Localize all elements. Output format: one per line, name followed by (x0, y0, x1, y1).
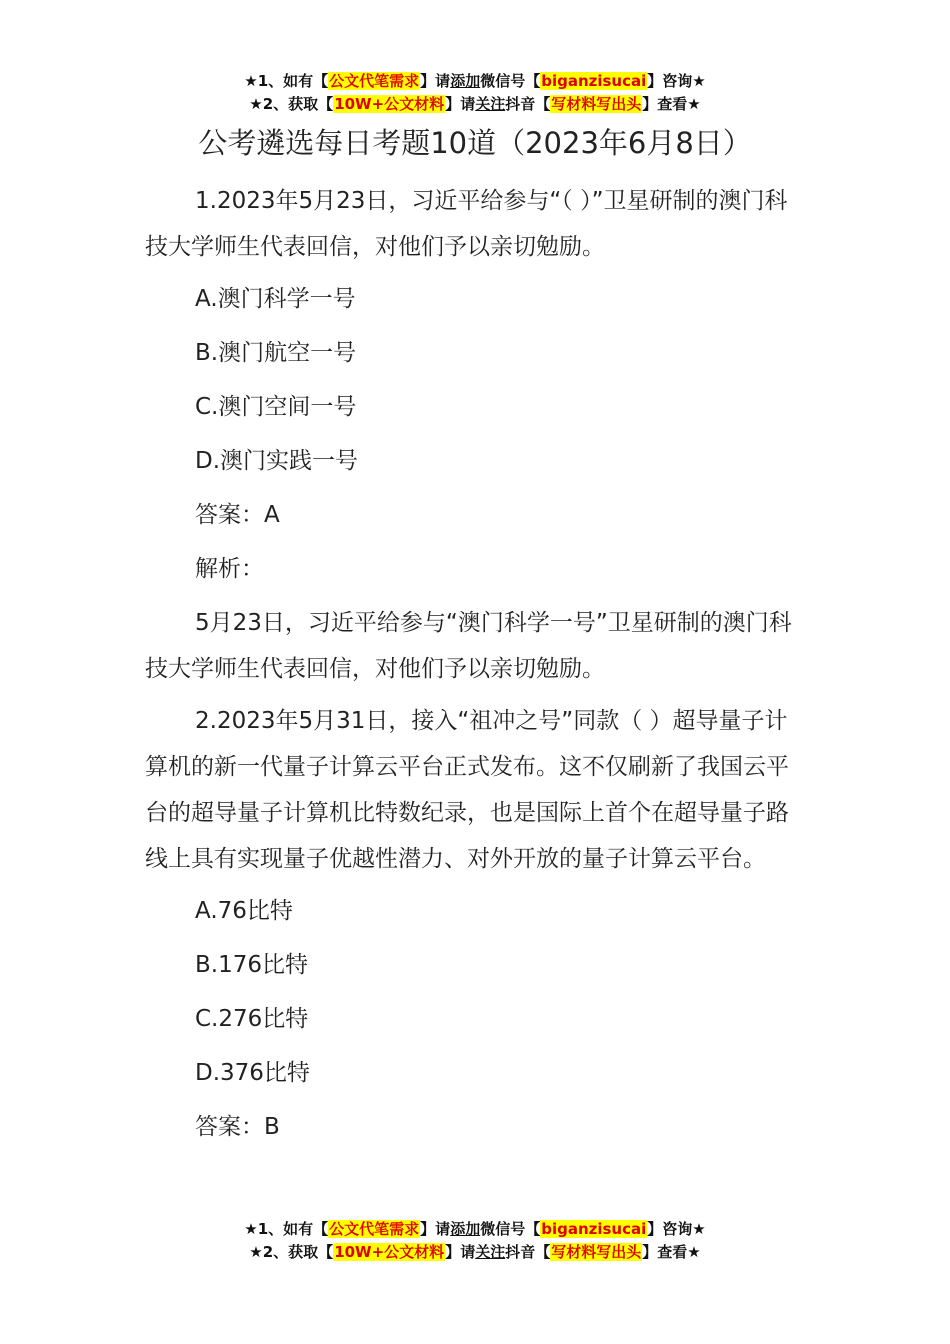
banner-text: ★1、如有【 (244, 1220, 329, 1238)
banner-text: 】请 (420, 1220, 451, 1238)
question-2-answer: 答案：B (195, 1114, 280, 1140)
banner-highlight: 10W+公文材料 (334, 95, 445, 113)
footer-banner (0, 1218, 950, 1264)
banner-underline: 关注 (475, 1243, 506, 1261)
banner-line-1 (0, 1218, 950, 1241)
banner-line-1 (0, 70, 950, 93)
banner-text: 】咨询★ (647, 1220, 706, 1238)
banner-text: ★1、如有【 (244, 72, 329, 90)
banner-text: 】查看★ (642, 1243, 701, 1261)
page-title: 公考遴选每日考题10道（2023年6月8日） (198, 126, 752, 160)
banner-underline: 关注 (475, 95, 506, 113)
question-2-option-b: B.176比特 (195, 952, 308, 978)
banner-text: 微信号【 (480, 1220, 541, 1238)
question-1-analysis-label: 解析： (195, 556, 264, 582)
question-2-option-d: D.376比特 (195, 1060, 310, 1086)
banner-highlight: 10W+公文材料 (334, 1243, 445, 1261)
banner-highlight: 写材料写出头 (551, 1243, 642, 1261)
banner-underline: 添加 (450, 72, 481, 90)
banner-text: 】请 (445, 1243, 476, 1261)
header-banner (0, 70, 950, 116)
banner-text: 抖音【 (505, 95, 551, 113)
banner-text: 】咨询★ (647, 72, 706, 90)
question-1-stem: 1.2023年5月23日，习近平给参与“（ ）”卫星研制的澳门科技大学师生代表回信，对他们予以亲切勉励。 (145, 188, 788, 260)
banner-text: ★2、获取【 (249, 95, 334, 113)
banner-highlight: biganzisucai (541, 72, 647, 90)
banner-underline: 添加 (450, 1220, 481, 1238)
question-2-stem: 2.2023年5月31日，接入“祖冲之号”同款（ ）超导量子计算机的新一代量子计算云平台正式发布。这不仅刷新了我国云平台的超导量子计算机比特数纪录，也是国际上首个在超导量子路线上具有实现量子优越性潜力、对外开放的量子计算云平台。 (145, 708, 789, 872)
question-1-option-d: D.澳门实践一号 (195, 448, 359, 474)
banner-text: ★2、获取【 (249, 1243, 334, 1261)
question-2-option-a: A.76比特 (195, 898, 293, 924)
banner-text: 微信号【 (480, 72, 541, 90)
question-1-option-c: C.澳门空间一号 (195, 394, 357, 420)
banner-highlight: 公文代笔需求 (329, 1220, 420, 1238)
banner-line-2 (0, 1241, 950, 1264)
question-1-answer: 答案：A (195, 502, 280, 528)
banner-text: 】查看★ (642, 95, 701, 113)
banner-text: 抖音【 (505, 1243, 551, 1261)
question-1-option-b: B.澳门航空一号 (195, 340, 357, 366)
banner-highlight: biganzisucai (541, 1220, 647, 1238)
banner-line-2 (0, 93, 950, 116)
banner-highlight: 写材料写出头 (551, 95, 642, 113)
document-body (145, 178, 810, 1158)
question-1-option-a: A.澳门科学一号 (195, 286, 356, 312)
banner-text: 】请 (445, 95, 476, 113)
question-1-analysis: 5月23日，习近平给参与“澳门科学一号”卫星研制的澳门科技大学师生代表回信，对他们予以亲切勉励。 (145, 610, 792, 682)
question-2-option-c: C.276比特 (195, 1006, 309, 1032)
banner-highlight: 公文代笔需求 (329, 72, 420, 90)
banner-text: 】请 (420, 72, 451, 90)
